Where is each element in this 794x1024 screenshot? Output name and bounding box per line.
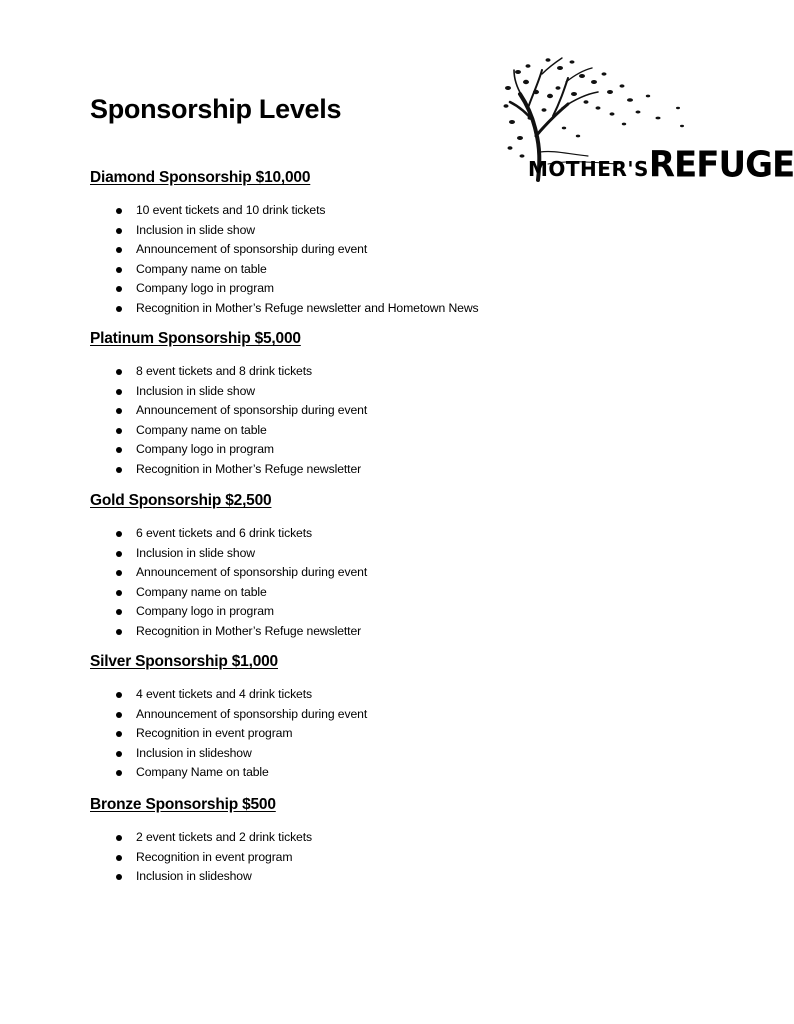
bullet-icon [116,467,122,473]
benefit-item [90,382,730,402]
bullet-icon [116,408,122,414]
bullet-icon [116,731,122,737]
bullet-icon [116,306,122,312]
bullet-icon [116,551,122,557]
benefit-text: Company name on table [136,261,267,276]
benefit-item [90,622,730,642]
bullet-icon [116,770,122,776]
level-heading: Platinum Sponsorship $5,000 [90,330,301,347]
benefit-item [90,299,730,319]
bullet-icon [116,428,122,434]
logo-wordmark-part1: MOTHER'S [528,157,649,181]
level-heading: Bronze Sponsorship $500 [90,796,276,813]
benefit-text: Announcement of sponsorship during event [136,242,368,256]
page-title: Sponsorship Levels [90,94,342,124]
benefit-item [90,260,730,280]
bullet-icon [116,447,122,453]
benefit-text: 6 event tickets and 6 drink tickets [136,526,313,540]
sponsorship-level-silver [90,653,730,783]
bullet-icon [116,208,122,214]
bullet-icon [116,286,122,292]
benefit-item [90,828,730,848]
benefit-item [90,240,730,260]
benefit-item [90,362,730,382]
benefit-text: Inclusion in slideshow [136,869,252,883]
benefit-item [90,201,730,221]
benefit-text: Company Name on table [136,765,269,779]
benefit-text: Recognition in Mother’s Refuge newsletter and Hometown News [136,300,479,315]
sponsorship-level-bronze [90,796,730,887]
sponsorship-level-gold [90,492,730,641]
benefit-text: Company logo in program [136,604,274,618]
benefit-text: Recognition in Mother’s Refuge newsletter [136,461,362,476]
benefit-item [90,221,730,241]
benefit-item [90,583,730,603]
sponsorship-level-diamond [90,169,730,318]
benefit-list [90,524,730,641]
benefit-text: Recognition in event program [136,849,293,864]
bullet-icon [116,570,122,576]
benefit-text: Inclusion in slide show [136,545,255,560]
bullet-icon [116,369,122,375]
benefit-item [90,279,730,299]
benefit-text: Inclusion in slideshow [136,745,252,760]
benefit-text: Company name on table [136,422,267,437]
benefit-list [90,201,730,318]
level-heading: Gold Sponsorship $2,500 [90,492,272,509]
bullet-icon [116,590,122,596]
benefit-text: Company logo in program [136,281,274,295]
benefit-item [90,705,730,725]
benefit-list [90,362,730,479]
benefit-item [90,544,730,564]
bullet-icon [116,267,122,273]
bullet-icon [116,712,122,718]
benefit-text: Inclusion in slide show [136,222,255,237]
benefit-text: Inclusion in slide show [136,383,255,398]
benefit-item [90,421,730,441]
benefit-item [90,602,730,622]
benefit-item [90,685,730,705]
benefit-item [90,460,730,480]
benefit-text: Announcement of sponsorship during event [136,706,368,721]
benefit-text: 4 event tickets and 4 drink tickets [136,687,313,701]
bullet-icon [116,609,122,615]
benefit-text: Company logo in program [136,442,274,456]
benefit-text: Company name on table [136,584,267,599]
benefit-item [90,848,730,868]
sponsorship-level-platinum [90,330,730,479]
bullet-icon [116,855,122,861]
benefit-item [90,744,730,764]
benefit-item [90,524,730,544]
bullet-icon [116,228,122,234]
benefit-text: Announcement of sponsorship during event [136,403,368,417]
benefit-list [90,685,730,783]
bullet-icon [116,389,122,395]
bullet-icon [116,692,122,698]
benefit-text: 10 event tickets and 10 drink tickets [136,203,326,217]
benefit-text: 2 event tickets and 2 drink tickets [136,830,313,844]
logo-wordmark-part2: REFUGE [648,144,794,186]
benefit-list [90,828,730,887]
bullet-icon [116,531,122,537]
benefit-text: Announcement of sponsorship during event [136,565,368,579]
bullet-icon [116,751,122,757]
level-heading: Silver Sponsorship $1,000 [90,653,278,670]
bullet-icon [116,835,122,841]
benefit-item [90,401,730,421]
benefit-item [90,724,730,744]
benefit-item [90,867,730,887]
benefit-item [90,763,730,783]
benefit-text: 8 event tickets and 8 drink tickets [136,364,313,378]
benefit-item [90,563,730,583]
benefit-text: Recognition in Mother’s Refuge newsletter [136,623,362,638]
bullet-icon [116,629,122,635]
benefit-text: Recognition in event program [136,726,293,740]
bullet-icon [116,874,122,880]
bullet-icon [116,247,122,253]
level-heading: Diamond Sponsorship $10,000 [90,169,311,186]
benefit-item [90,440,730,460]
